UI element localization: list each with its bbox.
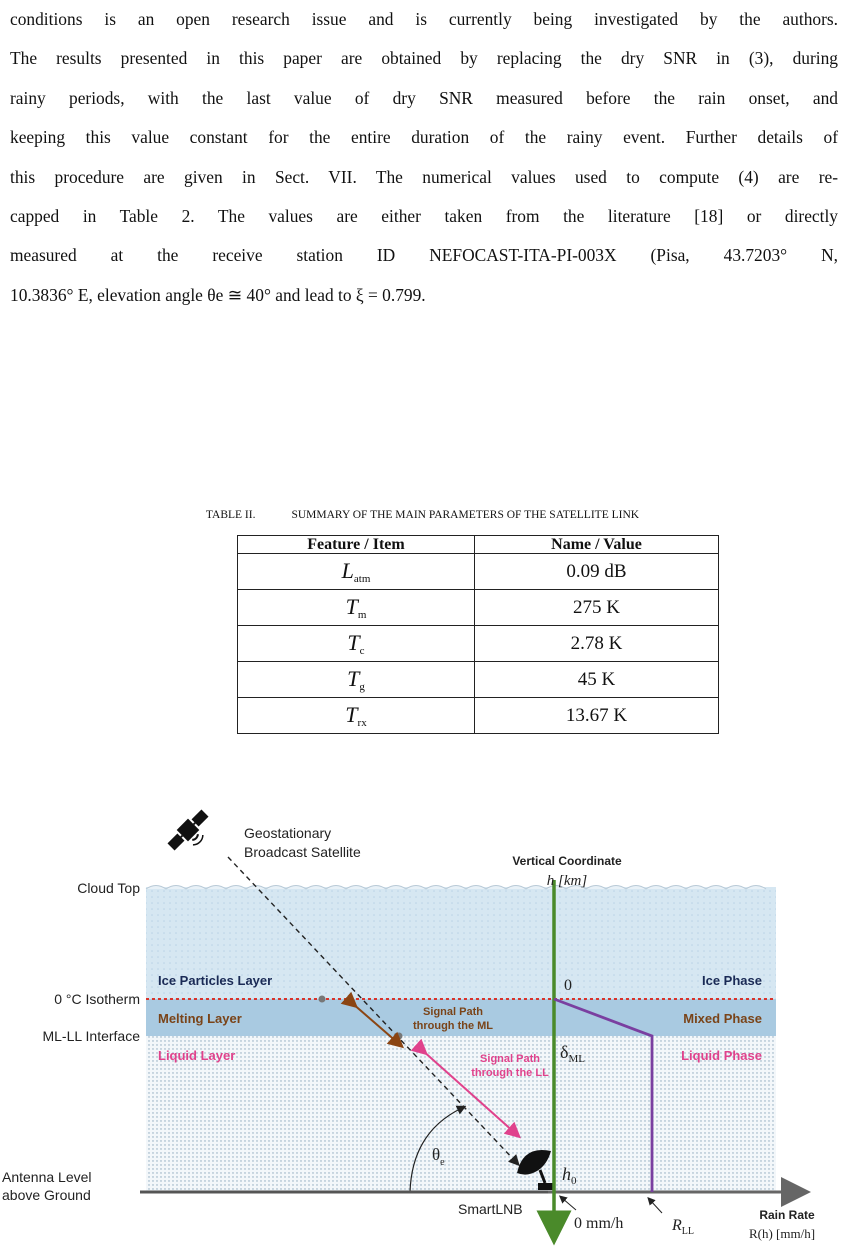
param-value: 45 K [475, 662, 719, 698]
table-caption-label: TABLE II. [205, 509, 256, 521]
label-antenna-level-1: Antenna Level [2, 1169, 92, 1185]
table-row [238, 554, 719, 590]
table-row [238, 590, 719, 626]
table-caption-text: SUMMARY OF THE MAIN PARAMETERS OF THE SATELLITE LINK [291, 509, 640, 521]
rll-label: $R_{LL}$ [672, 1217, 694, 1237]
xi-expression: ξ = 0.799 [355, 284, 422, 305]
phase-liquid-name: Liquid Phase [681, 1048, 762, 1063]
cloud-top-edge [146, 886, 766, 890]
paragraph-line: keeping this value constant for the entire duration of the rainy event. Further details of [10, 127, 838, 148]
parameters-table [237, 535, 719, 734]
paragraph-line: The results presented in this paper are obtained by replacing the dry SNR in (3), during [10, 48, 838, 69]
theta-e-label: $\theta_e$ [432, 1145, 445, 1168]
label-isotherm: 0 °C Isotherm [54, 991, 140, 1007]
vertical-axis-title: Vertical Coordinate [512, 854, 622, 868]
vertical-axis-unit: h [km] [546, 873, 588, 889]
label-ml-ll-interface: ML-LL Interface [42, 1028, 140, 1044]
paragraph-line: measured at the receive station ID NEFOCAST-ITA-PI-003X (Pisa, 43.7203° N, [10, 245, 838, 266]
param-symbol: $T_c$ [238, 626, 475, 662]
param-value: 2.78 K [475, 626, 719, 662]
param-symbol: $L_{atm}$ [238, 554, 475, 590]
phase-mixed-name: Mixed Phase [683, 1011, 762, 1026]
table-row [238, 698, 719, 734]
zero-rate-pointer [562, 1198, 576, 1210]
rain-rate-title: Rain Rate [759, 1208, 815, 1222]
axis-zero-label: 0 [564, 977, 572, 994]
signal-ml-label-1: Signal Path [423, 1006, 483, 1018]
body-paragraph [10, 0, 838, 315]
label-antenna-level-2: above Ground [2, 1187, 91, 1203]
elevation-expression: θe ≅ 40° [207, 284, 271, 305]
satellite-label-2: Broadcast Satellite [244, 844, 361, 860]
satellite-label-1: Geostationary [244, 825, 332, 841]
header-feature: Feature / Item [238, 536, 475, 554]
signal-ml-label-2: through the ML [412, 1020, 494, 1032]
table-row [238, 662, 719, 698]
paragraph-line: rainy periods, with the last value of dry SNR measured before the rain onset, and [10, 87, 838, 108]
layer-ice-name: Ice Particles Layer [158, 973, 273, 988]
delta-ml-label: $\delta_{ML}$ [560, 1042, 585, 1065]
param-symbol: $T_{rx}$ [238, 698, 475, 734]
rain-rate-unit: R(h) [mm/h] [748, 1226, 816, 1241]
path-point-interface [396, 1033, 403, 1040]
h0-label: $h_0$ [562, 1164, 577, 1187]
paragraph-line: capped in Table 2. The values are either taken from the literature [18] or directly [10, 205, 838, 226]
param-value: 275 K [475, 590, 719, 626]
rll-pointer [650, 1200, 662, 1213]
zero-rate-label: 0 mm/h [574, 1215, 624, 1232]
satellite-icon [165, 807, 217, 859]
param-value: 0.09 dB [475, 554, 719, 590]
path-point-isotherm [319, 996, 326, 1003]
paragraph-last-line [10, 276, 838, 315]
layer-melting-name: Melting Layer [158, 1011, 242, 1026]
paragraph-line: this procedure are given in Sect. VII. The numerical values used to compute (4) are re- [10, 166, 838, 187]
paragraph-line: conditions is an open research issue and is currently being investigated by the authors. [10, 9, 838, 29]
signal-ll-label-1: Signal Path [480, 1053, 540, 1065]
param-symbol: $T_m$ [238, 590, 475, 626]
rain-layer-diagram [0, 790, 845, 1246]
param-value: 13.67 K [475, 698, 719, 734]
last-line-middle: and lead to [270, 284, 356, 305]
label-cloud-top: Cloud Top [77, 880, 140, 896]
header-value: Name / Value [475, 536, 719, 554]
phase-ice-name: Ice Phase [702, 973, 762, 988]
smartlnb-label: SmartLNB [458, 1201, 523, 1217]
table-row [238, 626, 719, 662]
signal-ll-label-2: through the LL [471, 1067, 549, 1079]
param-symbol: $T_g$ [238, 662, 475, 698]
table-caption [0, 509, 845, 521]
layer-liquid-name: Liquid Layer [158, 1048, 236, 1063]
table-header-row [238, 536, 719, 554]
last-line-prefix: 10.3836° E, elevation angle [10, 284, 208, 305]
last-line-end: . [421, 284, 426, 305]
